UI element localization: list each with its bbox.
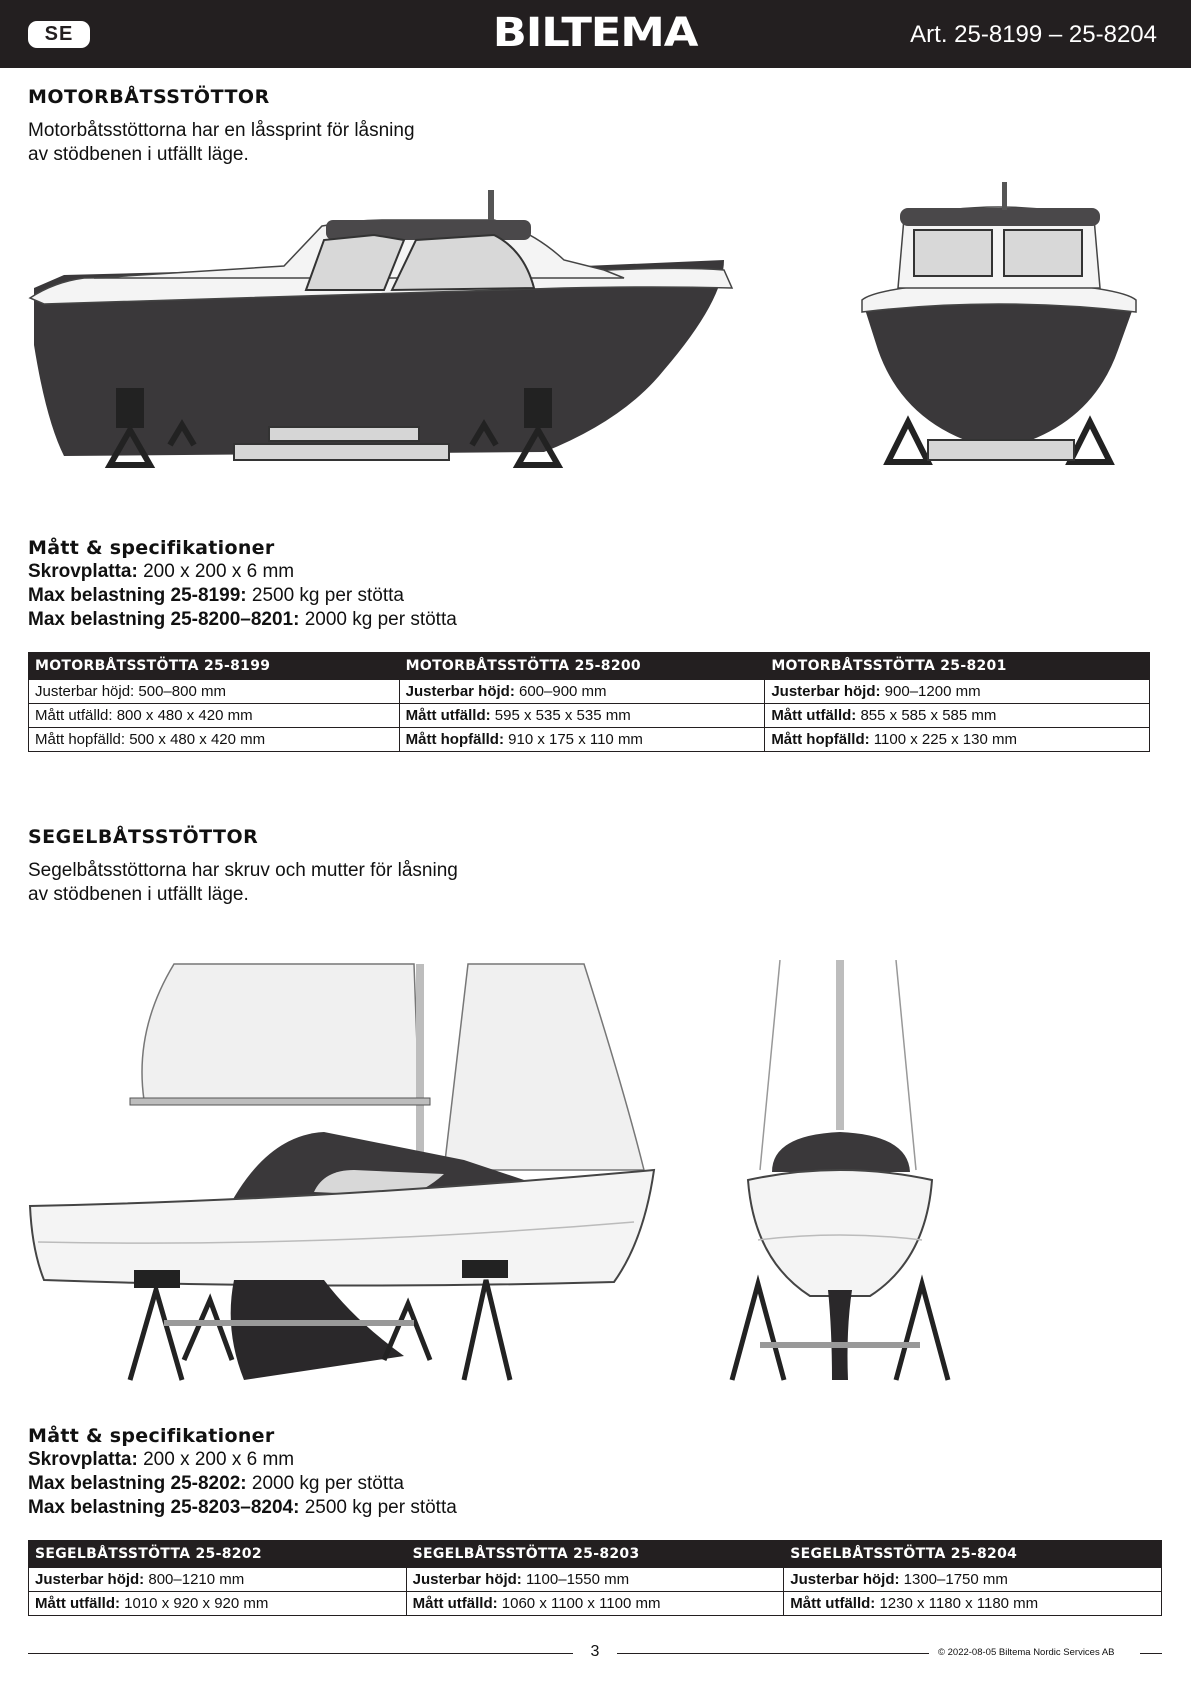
spec-label: Max belastning 25-8199:	[28, 585, 247, 606]
cell-label: Mått utfälld:	[35, 1595, 120, 1612]
sail-spec-block	[28, 1424, 457, 1520]
table-cell	[29, 728, 400, 752]
table-header-row	[29, 653, 1150, 680]
motorboat-side-illustration	[24, 170, 804, 500]
table-cell	[29, 1592, 407, 1616]
motor-spec-line1	[28, 560, 457, 584]
table-row	[29, 1592, 1162, 1616]
table-cell	[784, 1592, 1162, 1616]
cell-label: Mått utfälld:	[771, 707, 857, 724]
cell-value: 595 x 535 x 535 mm	[490, 707, 631, 724]
brand-logo: BILTEMA	[492, 10, 698, 56]
table-cell	[406, 1568, 784, 1592]
spec-label: Max belastning 25-8203–8204:	[28, 1497, 300, 1518]
table-header-cell: MOTORBÅTSSTÖTTA 25-8201	[765, 653, 1150, 680]
spec-value: 200 x 200 x 6 mm	[137, 561, 295, 582]
sail-intro-line2: av stödbenen i utfällt läge.	[28, 884, 249, 905]
cell-label: Justerbar höjd:	[790, 1571, 900, 1588]
sail-spec-line3	[28, 1496, 457, 1520]
table-cell	[784, 1568, 1162, 1592]
cell-label: Mått hopfälld:	[405, 731, 504, 748]
cell-value: 1100–1550 mm	[521, 1571, 630, 1588]
spec-value: 2000 kg per stötta	[299, 609, 457, 630]
spec-value: 200 x 200 x 6 mm	[137, 1449, 295, 1470]
cell-value: 1100 x 225 x 130 mm	[869, 731, 1017, 748]
table-header-cell: MOTORBÅTSSTÖTTA 25-8199	[29, 653, 400, 680]
table-cell	[399, 728, 765, 752]
cell-label: Mått utfälld:	[790, 1595, 876, 1612]
cell-value: 1060 x 1100 x 1100 mm	[497, 1595, 661, 1612]
cell-label: Mått utfälld:	[412, 1595, 498, 1612]
language-badge: SE	[28, 21, 90, 48]
cell-label: Mått utfälld:	[405, 707, 491, 724]
cell-value: 1230 x 1180 x 1180 mm	[875, 1595, 1039, 1612]
table-cell	[406, 1592, 784, 1616]
cell-value: 1010 x 920 x 920 mm	[119, 1595, 269, 1612]
sail-spec-table	[28, 1540, 1162, 1616]
table-cell	[765, 728, 1150, 752]
motor-spec-line2	[28, 584, 457, 608]
sail-spec-line1	[28, 1448, 457, 1472]
motor-spec-block	[28, 536, 457, 632]
table-cell	[29, 1568, 407, 1592]
cell-label: Mått hopfälld:	[771, 731, 870, 748]
page-header	[0, 0, 1191, 68]
motor-spec-table	[28, 652, 1150, 752]
article-number: Art. 25-8199 – 25-8204	[910, 21, 1157, 48]
table-header-cell: SEGELBÅTSSTÖTTA 25-8202	[29, 1541, 407, 1568]
page-number: 3	[590, 1643, 600, 1660]
cell-value: Mått hopfälld: 500 x 480 x 420 mm	[35, 731, 266, 748]
table-cell	[399, 680, 765, 704]
motor-intro-line1: Motorbåtsstöttorna har en låssprint för låsning	[28, 120, 415, 141]
motorboat-front-illustration	[858, 170, 1148, 500]
motor-intro-line2: av stödbenen i utfällt läge.	[28, 144, 249, 165]
spec-label: Skrovplatta:	[28, 1449, 138, 1470]
table-cell	[765, 680, 1150, 704]
motor-spec-title: Mått & specifikationer	[28, 537, 275, 559]
motor-spec-line3	[28, 608, 457, 632]
sail-spec-line2	[28, 1472, 457, 1496]
cell-label: Justerbar höjd:	[771, 683, 881, 700]
sail-intro-line1: Segelbåtsstöttorna har skruv och mutter för låsning	[28, 860, 458, 881]
footer-rule-middle	[617, 1653, 929, 1654]
sail-intro	[28, 859, 548, 907]
table-row	[29, 680, 1150, 704]
table-header-cell: SEGELBÅTSSTÖTTA 25-8203	[406, 1541, 784, 1568]
table-cell	[29, 704, 400, 728]
spec-label: Max belastning 25-8200–8201:	[28, 609, 300, 630]
motor-section-title: MOTORBÅTSSTÖTTOR	[28, 86, 270, 108]
cell-value: 600–900 mm	[514, 683, 607, 700]
sail-section-title: SEGELBÅTSSTÖTTOR	[28, 826, 259, 848]
table-cell	[399, 704, 765, 728]
cell-value: Justerbar höjd: 500–800 mm	[35, 683, 226, 700]
spec-value: 2500 kg per stötta	[299, 1497, 457, 1518]
cell-value: 800–1210 mm	[144, 1571, 245, 1588]
table-row	[29, 1568, 1162, 1592]
spec-label: Max belastning 25-8202:	[28, 1473, 247, 1494]
table-cell	[765, 704, 1150, 728]
footer-rule-left	[28, 1653, 573, 1654]
copyright-notice: © 2022-08-05 Biltema Nordic Services AB	[938, 1647, 1115, 1658]
sailboat-front-illustration	[720, 960, 960, 1390]
table-cell	[29, 680, 400, 704]
sail-spec-title: Mått & specifikationer	[28, 1425, 275, 1447]
cell-value: 900–1200 mm	[880, 683, 981, 700]
spec-label: Skrovplatta:	[28, 561, 138, 582]
table-row	[29, 728, 1150, 752]
table-header-cell: SEGELBÅTSSTÖTTA 25-8204	[784, 1541, 1162, 1568]
cell-value: Mått utfälld: 800 x 480 x 420 mm	[35, 707, 253, 724]
cell-value: 910 x 175 x 110 mm	[503, 731, 643, 748]
cell-label: Justerbar höjd:	[35, 1571, 145, 1588]
spec-value: 2000 kg per stötta	[246, 1473, 404, 1494]
cell-label: Justerbar höjd:	[412, 1571, 522, 1588]
sailboat-side-illustration	[24, 960, 664, 1390]
footer-rule-right	[1140, 1653, 1162, 1654]
cell-value: 1300–1750 mm	[899, 1571, 1008, 1588]
motor-intro	[28, 119, 548, 167]
spec-value: 2500 kg per stötta	[246, 585, 404, 606]
table-header-row	[29, 1541, 1162, 1568]
table-row	[29, 704, 1150, 728]
table-header-cell: MOTORBÅTSSTÖTTA 25-8200	[399, 653, 765, 680]
cell-label: Justerbar höjd:	[405, 683, 515, 700]
cell-value: 855 x 585 x 585 mm	[856, 707, 997, 724]
